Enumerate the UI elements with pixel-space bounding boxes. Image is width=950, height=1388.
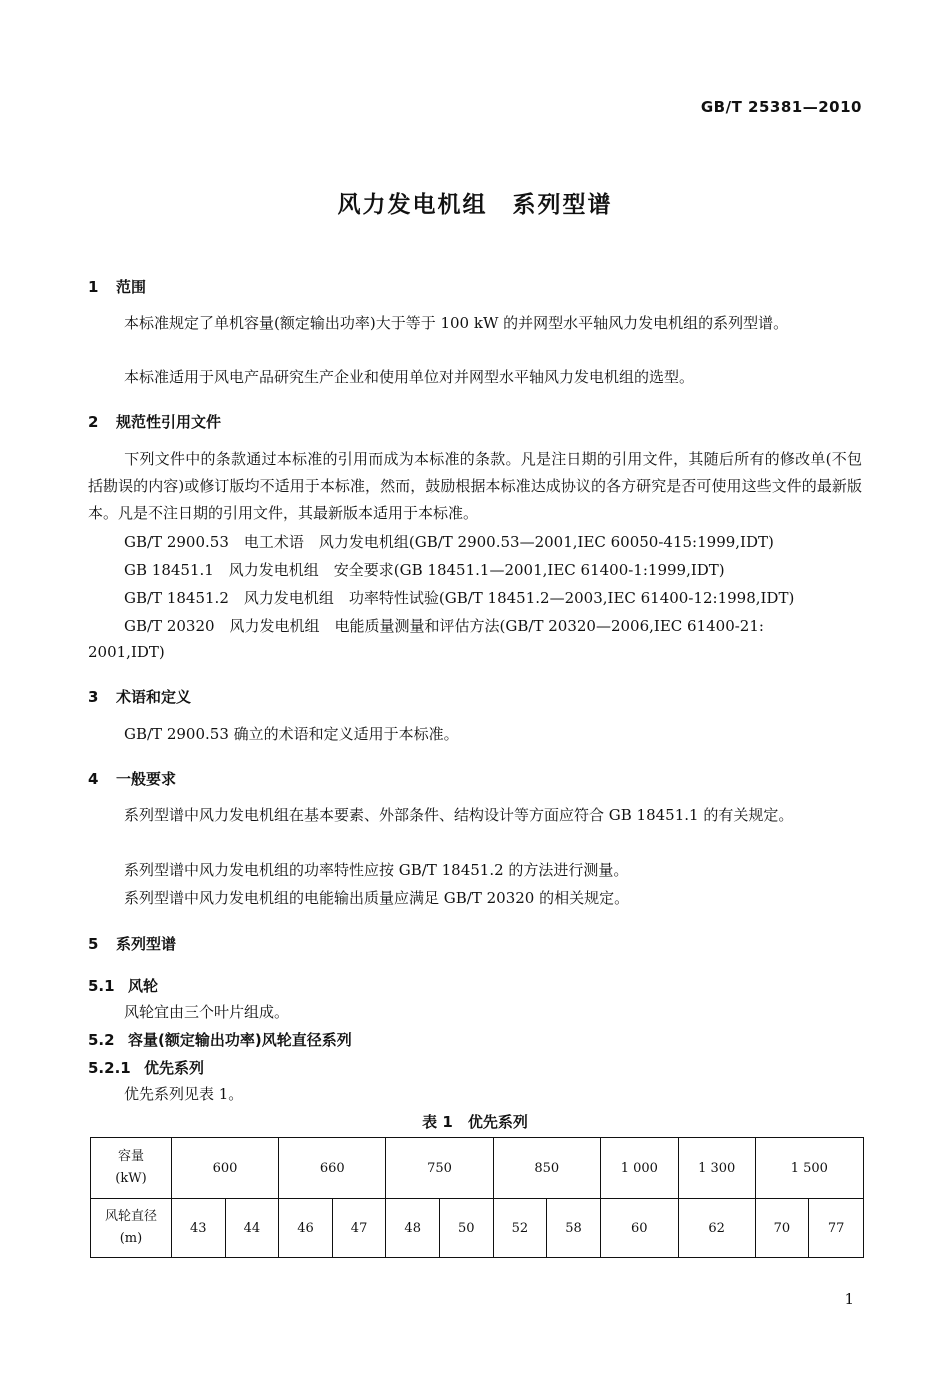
table-row	[91, 1199, 864, 1258]
reference-item-continued: 2001,IDT)	[88, 643, 165, 661]
diameter-cell: 48	[386, 1199, 440, 1258]
diameter-cell: 43	[171, 1199, 225, 1258]
section-4-heading: 4 一般要求	[88, 770, 177, 788]
section-title: 范围	[116, 278, 147, 296]
reference-item: GB/T 20320 风力发电机组 电能质量测量和评估方法(GB/T 20320—2006,IEC 61400-21:	[124, 617, 764, 635]
section-4-paragraph-2: 系列型谱中风力发电机组的功率特性应按 GB/T 18451.2 的方法进行测量。	[124, 861, 629, 879]
section-1-heading	[88, 276, 146, 297]
section-number: 1	[88, 278, 99, 296]
reference-item: GB 18451.1 风力发电机组 安全要求(GB 18451.1—2001,IEC 61400-1:1999,IDT)	[124, 561, 725, 579]
section-3-paragraph-1: GB/T 2900.53 确立的术语和定义适用于本标准。	[124, 725, 459, 743]
row-header-rotor-diameter: 风轮直径 (m)	[91, 1199, 172, 1258]
capacity-cell: 1 000	[600, 1138, 678, 1199]
preferred-series-table	[90, 1137, 864, 1258]
diameter-cell: 58	[547, 1199, 601, 1258]
diameter-cell: 70	[755, 1199, 809, 1258]
section-2-heading: 2 规范性引用文件	[88, 413, 222, 431]
section-1-paragraph-1: 本标准规定了单机容量(额定输出功率)大于等于 100 kW 的并网型水平轴风力发电机组的系列型谱。	[124, 314, 789, 332]
subsection-5-1-text: 风轮宜由三个叶片组成。	[124, 1003, 290, 1021]
row-header-capacity: 容量 (kW)	[91, 1138, 172, 1199]
reference-item: GB/T 18451.2 风力发电机组 功率特性试验(GB/T 18451.2—2003,IEC 61400-12:1998,IDT)	[124, 589, 795, 607]
diameter-cell: 77	[809, 1199, 864, 1258]
document-title: 风力发电机组 系列型谱	[337, 192, 613, 218]
subsection-5-2-1-heading: 5.2.1 优先系列	[88, 1059, 205, 1077]
section-4-paragraph-1: 系列型谱中风力发电机组在基本要素、外部条件、结构设计等方面应符合 GB 18451.1 的有关规定。	[124, 806, 794, 824]
diameter-cell: 62	[678, 1199, 755, 1258]
capacity-cell: 1 500	[755, 1138, 863, 1199]
section-2-paragraph-1: 下列文件中的条款通过本标准的引用而成为本标准的条款。凡是注日期的引用文件，其随后所有的修改单(不包括勘误的内容)或修订版均不适用于本标准，然而，鼓励根据本标准达成协议的各方研究是否可使用这些文件的最新版本。凡是不注日期的引用文件，其最新版本适用于本标准。	[88, 450, 862, 522]
section-5-heading: 5 系列型谱	[88, 935, 177, 953]
page-number: 1	[844, 1290, 854, 1308]
diameter-cell: 52	[493, 1199, 547, 1258]
subsection-5-2-heading: 5.2 容量(额定输出功率)风轮直径系列	[88, 1031, 352, 1049]
capacity-cell: 750	[386, 1138, 493, 1199]
diameter-cell: 60	[600, 1199, 678, 1258]
reference-item: GB/T 2900.53 电工术语 风力发电机组(GB/T 2900.53—2001,IEC 60050-415:1999,IDT)	[124, 533, 774, 551]
capacity-cell: 600	[171, 1138, 278, 1199]
section-4-paragraph-3: 系列型谱中风力发电机组的电能输出质量应满足 GB/T 20320 的相关规定。	[124, 889, 630, 907]
capacity-cell: 660	[279, 1138, 386, 1199]
standard-code: GB/T 25381—2010	[700, 98, 862, 116]
section-1-paragraph-2: 本标准适用于风电产品研究生产企业和使用单位对并网型水平轴风力发电机组的选型。	[124, 368, 695, 386]
diameter-cell: 47	[332, 1199, 386, 1258]
diameter-cell: 50	[440, 1199, 494, 1258]
subsection-5-1-heading: 5.1 风轮	[88, 977, 159, 995]
section-3-heading: 3 术语和定义	[88, 688, 192, 706]
capacity-cell: 850	[493, 1138, 600, 1199]
diameter-cell: 44	[225, 1199, 279, 1258]
subsection-5-2-1-text: 优先系列见表 1。	[124, 1085, 244, 1103]
table-row	[91, 1138, 864, 1199]
diameter-cell: 46	[279, 1199, 333, 1258]
table-caption: 表 1 优先系列	[422, 1113, 528, 1131]
capacity-cell: 1 300	[678, 1138, 755, 1199]
